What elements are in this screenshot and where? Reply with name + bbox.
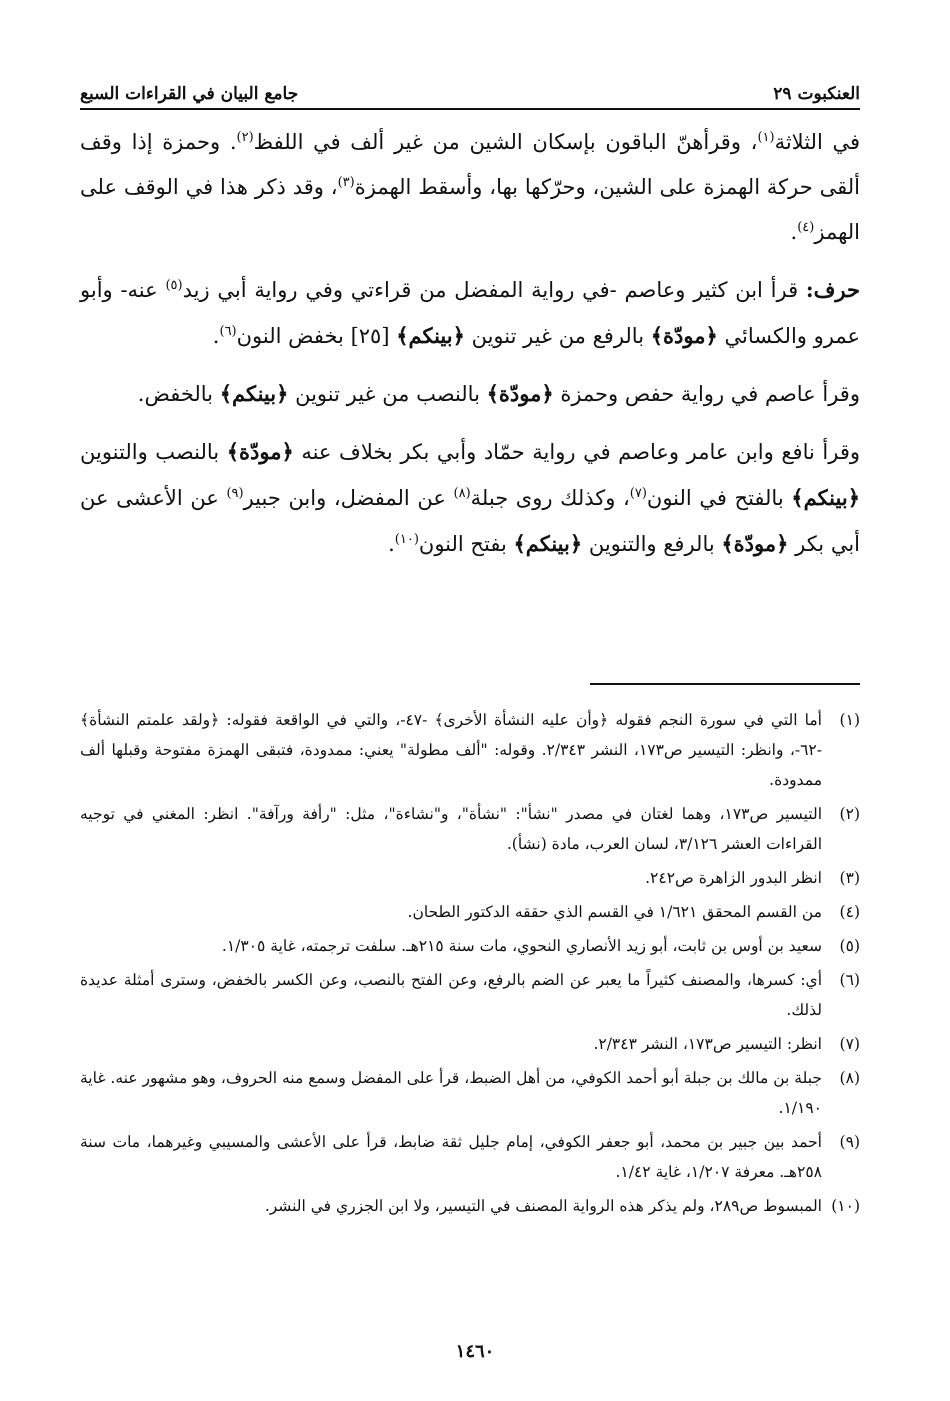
footnote-ref[interactable]: (٢): [236, 130, 254, 145]
footnote-text: أي: كسرها، والمصنف كثيراً ما يعبر عن الضم بالرفع، وعن الفتح بالنصب، وعن الكسر بالخفض، وسترى أمثلة عديدة لذلك.: [80, 971, 822, 1019]
quran-word: ﴿مودّة﴾: [721, 531, 789, 556]
footnote-number: (٤): [839, 903, 860, 921]
surah-label: العنكبوت ٢٩: [773, 84, 860, 104]
footnote-number: (٥): [839, 937, 860, 955]
footnote-item: [80, 705, 860, 795]
quran-word: ﴿مودّة﴾: [486, 381, 554, 406]
footnote-ref[interactable]: (٥): [165, 278, 183, 293]
footnote-text: انظر: التيسير ص١٧٣، النشر ٢/٣٤٣.: [593, 1035, 822, 1053]
quran-word: ﴿بينكم﴾: [219, 381, 289, 406]
running-header: [80, 70, 860, 110]
footnote-number: (٣): [839, 869, 860, 887]
footnote-number: (٢): [839, 805, 860, 823]
footnote-ref[interactable]: (٧): [629, 486, 647, 501]
footnote-number: (٨): [839, 1069, 860, 1087]
main-text: [80, 120, 860, 579]
book-title: جامع البيان في القراءات السبع: [80, 84, 299, 104]
footnotes: [80, 705, 860, 1225]
footnote-ref[interactable]: (٨): [453, 486, 471, 501]
footnote-ref[interactable]: (٦): [219, 324, 237, 339]
footnote-item: [80, 1127, 860, 1187]
footnote-item: [80, 863, 860, 893]
footnote-text: أحمد بين جبير بن محمد، أبو جعفر الكوفي، إمام جليل ثقة ضابط، قرأ على الأعشى والمسيبي وغيرهما، مات سنة ٢٥٨هـ. معرفة ١/٢٠٧، غاية ١/٤٢.: [80, 1133, 822, 1181]
footnote-ref[interactable]: (٤): [797, 220, 815, 235]
paragraph-3: وقرأ عاصم في رواية حفص وحمزة ﴿مودّة﴾ بالنصب من غير تنوين ﴿بينكم﴾ بالخفض.: [137, 381, 860, 406]
footnote-item: [80, 1063, 860, 1123]
footnote-item: [80, 897, 860, 927]
footnote-number: (٦): [839, 971, 860, 989]
footnote-item: [80, 965, 860, 1025]
footnote-number: (١): [839, 711, 860, 729]
footnote-number: (٧): [839, 1035, 860, 1053]
footnote-text: أما التي في سورة النجم فقوله ﴿وأن عليه النشأة الأخرى﴾ -٤٧-، والتي في الواقعة فقوله: ﴿ولقد علمتم النشأة﴾ -٦٢-، وانظر: التيسير ص١٧٣، النشر ٢/٣٤٣. وقوله: "ألف مطولة" يعني: ممدودة، فتبقى الهمزة مفتوحة وقبلها ألف ممدودة.: [80, 711, 822, 789]
footnote-ref[interactable]: (١٠): [394, 532, 419, 547]
paragraph-2: حرف: قرأ ابن كثير وعاصم -في رواية المفضل من قراءتي وفي رواية أبي زيد$^{(٥)}$ عنه- وأبو عمرو والكسائي ﴿مودّة﴾ بالرفع من غير تنوين ﴿بينكم﴾ [٢٥] بخفض النون$^{(٦)}$.: [80, 277, 860, 348]
quran-word: ﴿بينكم﴾: [791, 485, 860, 510]
paragraph-1: في الثلاثة$^{(١)}$، وقرأهنّ الباقون بإسكان الشين من غير ألف في اللفظ$^{(٢)}$. وحمزة إذا وقف ألقى حركة الهمزة على الشين، وحرّكها بها، وأسقط الهمزة$^{(٣)}$، وقد ذكر هذا في الوقف على الهمز$^{(٤)}$.: [80, 130, 861, 244]
quran-word: ﴿مودّة﴾: [226, 439, 294, 464]
footnote-divider: [590, 683, 860, 685]
footnote-item: [80, 1191, 860, 1221]
footnote-number: (١٠): [831, 1197, 860, 1215]
footnote-number: (٩): [839, 1133, 860, 1151]
footnote-ref[interactable]: (٩): [226, 486, 244, 501]
footnote-item: [80, 931, 860, 961]
footnote-text: المبسوط ص٢٨٩، ولم يذكر هذه الرواية المصنف في التيسير، ولا ابن الجزري في النشر.: [264, 1197, 822, 1215]
page-number: ١٤٦٠: [455, 1341, 495, 1362]
footnote-text: من القسم المحقق ١/٦٢١ في القسم الذي حققه الدكتور الطحان.: [407, 903, 822, 921]
quran-word: ﴿بينكم﴾: [513, 531, 583, 556]
footnote-item: [80, 799, 860, 859]
footnote-item: [80, 1029, 860, 1059]
paragraph-4: وقرأ نافع وابن عامر وعاصم في رواية حمّاد وأبي بكر بخلاف عنه ﴿مودّة﴾ بالنصب والتنوين ﴿بينكم﴾ بالفتح في النون$^{(٧)}$، وكذلك روى جبلة$^{(٨)}$ عن المفضل، وابن جبير$^{(٩)}$ عن الأعشى عن أبي بكر ﴿مودّة﴾ بالرفع والتنوين ﴿بينكم﴾ بفتح النون$^{(١٠)}$.: [80, 439, 860, 556]
section-lead: حرف:: [805, 277, 860, 302]
footnote-text: جبلة بن مالك بن جبلة أبو أحمد الكوفي، من أهل الضبط، قرأ على المفضل وسمع منه الحروف، وهو مشهور عنه. غاية ١/١٩٠.: [80, 1069, 822, 1117]
quran-word: ﴿بينكم﴾: [396, 323, 465, 348]
footnote-ref[interactable]: (٣): [337, 175, 355, 190]
footnote-text: انظر البدور الزاهرة ص٢٤٢.: [645, 869, 822, 887]
footnote-ref[interactable]: (١): [757, 130, 775, 145]
quran-word: ﴿مودّة﴾: [650, 323, 718, 348]
footnote-text: التيسير ص١٧٣، وهما لغتان في مصدر "نشأ": "نشأة"، و"نشاءة"، مثل: "رأفة ورآفة". انظر: المغني في توجيه القراءات العشر ٣/١٢٦، لسان العرب، مادة (نشأ).: [80, 805, 823, 853]
footnote-text: سعيد بن أوس بن ثابت، أبو زيد الأنصاري النحوي، مات سنة ٢١٥هـ. سلفت ترجمته، غاية ١/٣٠٥.: [221, 937, 822, 955]
